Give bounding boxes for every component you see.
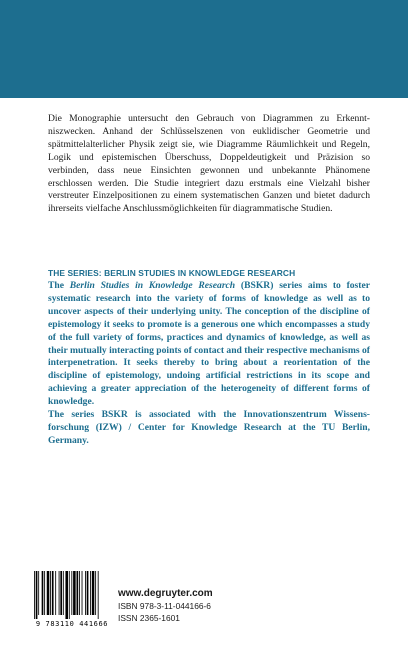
barcode-bar	[47, 571, 50, 615]
barcode-bar	[63, 571, 64, 615]
barcode-bar	[65, 571, 68, 619]
barcode-bar	[71, 571, 72, 615]
barcode-bar	[79, 571, 80, 615]
barcode-bar	[50, 571, 51, 615]
barcode-bar	[95, 571, 96, 615]
barcode-bar	[55, 571, 56, 615]
series-paragraph-2: The series BSKR is associated with the Innovationszentrum Wissens-forschung (IZW) / Center for Knowledge Research at the TU Berlin, Germany.	[48, 409, 370, 446]
top-color-band	[0, 0, 408, 98]
series-para1-body: (BSKR) series aims to foster systematic research into the variety of forms of knowledge as well as to uncover aspects of their underlying unity. The conception of the discipline of epistemology it seeks to promote is a generous one which encompasses a study of the full variety of forms, practices and dynamics of knowledge, as well as their mutually interacting points of contact and their respective mechanisms of interpenetration. It seeks thereby to bring about a reorientation of the discipline of epistemology, undoing artificial restrictions in its scope and achieving a greater appreciation of the heterogeneity of different forms of knowledge.	[48, 280, 371, 408]
barcode-bar	[73, 571, 76, 615]
series-para1-prefix: The	[48, 280, 70, 291]
barcode-bar	[90, 571, 91, 615]
isbn-text: ISBN 978-3-11-044166-6	[118, 601, 211, 611]
barcode-graphic	[30, 569, 114, 619]
barcode-number: 9 783110 441666	[30, 620, 114, 628]
publisher-url[interactable]: www.degruyter.com	[118, 588, 213, 599]
barcode-bar	[98, 571, 99, 619]
barcode-bar	[85, 571, 86, 615]
series-description	[48, 280, 370, 448]
barcode-bar	[38, 571, 39, 615]
series-title: Berlin Studies in Knowledge Research	[69, 280, 236, 291]
barcode-bar	[69, 571, 70, 619]
issn-text: ISSN 2365-1601	[118, 613, 180, 623]
book-description: Die Monographie untersucht den Gebrauch von Diagrammen zu Erkennt-niszwecken. Anhand der Schlüsselszenen von euklidischer Geometrie und spätmittelalterlicher Physik zeigt sie, wie Diagramme Räumlichkeit und Regeln, Logik und epistemischen Überschuss, Doppeldeutigkeit und Präzision so verbinden, dass neue Einsichten gewonnen und unbekannte Phänomene erschlossen werden. Die Studie integriert dazu erstmals eine Vielzahl bisher verstreuter Einzelpositionen zu einem systematischen Ganzen und bietet dadurch ihrerseits vielfache Anschlussmöglichkeiten für diagrammatische Studien.	[48, 113, 370, 215]
series-paragraph-1	[48, 280, 370, 409]
barcode-bar	[59, 571, 60, 615]
barcode-bar	[42, 571, 44, 615]
barcode-bar	[60, 571, 62, 615]
barcode-bar	[34, 571, 35, 619]
barcode-bar	[52, 571, 54, 615]
barcode-bar	[92, 571, 95, 615]
barcode-bar	[77, 571, 79, 615]
barcode-bar	[36, 571, 38, 619]
barcode-bar	[44, 571, 45, 615]
series-heading: THE SERIES: BERLIN STUDIES IN KNOWLEDGE RESEARCH	[48, 268, 296, 278]
barcode-bar	[87, 571, 89, 615]
barcode-bar	[82, 571, 83, 615]
